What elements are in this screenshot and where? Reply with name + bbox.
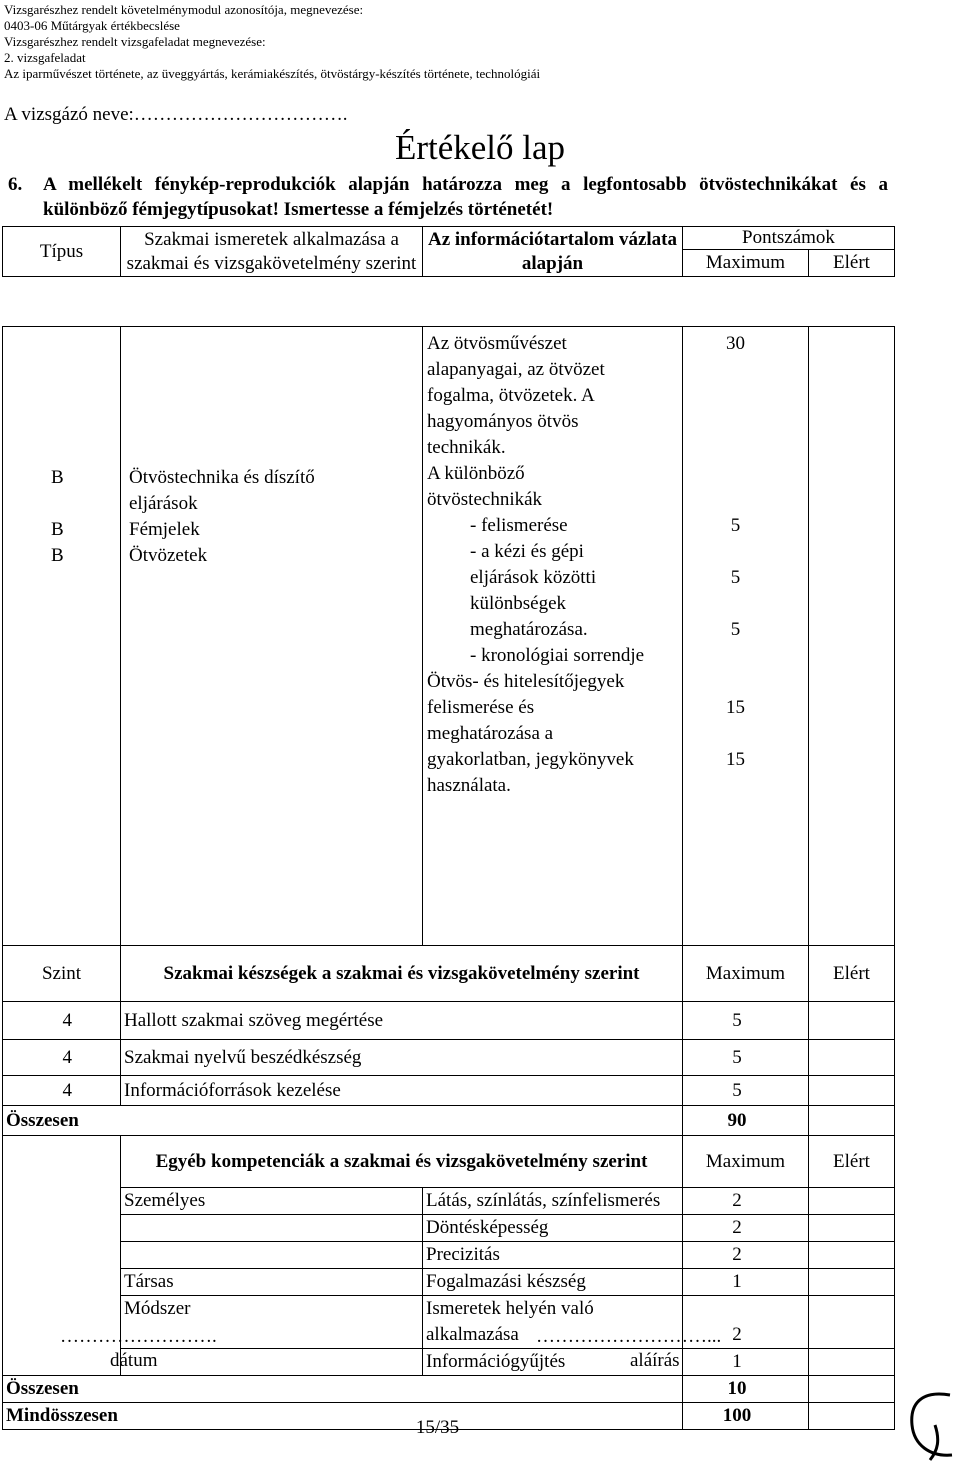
knowledge-item: Ötvöstechnika és díszítő eljárások <box>129 467 315 514</box>
competency-max: 2 <box>683 1242 809 1269</box>
competency-name: Látás, színlátás, színfelismerés <box>423 1188 683 1215</box>
skill-level: 4 <box>3 1040 121 1076</box>
signature-label: aláírás <box>630 1350 680 1371</box>
info-line: Ötvös- és hitelesítőjegyek <box>427 671 625 692</box>
grand-total-value: 100 <box>683 1403 809 1430</box>
info-line: - a kézi és gépi <box>470 541 584 562</box>
header-line: 2. vizsgafeladat <box>4 50 86 65</box>
competency-name: Precizitás <box>423 1242 683 1269</box>
header-line: Vizsgarészhez rendelt vizsgafeladat megnevezése: <box>4 34 266 49</box>
skill-name: Hallott szakmai szöveg megértése <box>121 1002 683 1040</box>
earned-cell[interactable] <box>809 1296 895 1349</box>
document-header <box>4 2 540 82</box>
competency-group <box>121 1242 423 1269</box>
info-line: felismerése és <box>427 697 535 718</box>
knowledge-names <box>121 327 423 946</box>
header-knowledge: Szakmai ismeretek alkalmazása a szakmai és vizsgakövetelmény szerint <box>121 227 423 277</box>
knowledge-max-values <box>683 327 809 946</box>
info-line: - felismerése <box>470 515 568 536</box>
competency-name: Információgyűjtés <box>423 1349 683 1376</box>
competency-group <box>121 1215 423 1242</box>
info-line: meghatározása. <box>470 619 588 640</box>
competency-group <box>121 1349 423 1376</box>
info-line: - kronológiai sorrendje <box>470 645 645 666</box>
type-b: B <box>51 545 64 566</box>
candidate-name-field: A vizsgázó neve:……………………………. <box>4 104 348 125</box>
knowledge-item: Ötvözetek <box>129 545 208 566</box>
type-b: B <box>51 519 64 540</box>
skills-earned-header: Elért <box>809 946 895 1002</box>
page-number: 15/35 <box>415 1417 460 1438</box>
type-column <box>3 327 121 946</box>
header-earned: Elért <box>809 250 895 277</box>
header-max: Maximum <box>683 250 809 277</box>
info-line: A különböző <box>427 463 525 484</box>
header-points: Pontszámok <box>683 227 895 250</box>
subtotal-value: 90 <box>683 1106 809 1136</box>
competency-name: Döntésképesség <box>423 1215 683 1242</box>
competency-group: Személyes <box>121 1188 423 1215</box>
max-value: 30 <box>726 333 745 354</box>
info-line: meghatározása a <box>427 723 554 744</box>
other-earned-header: Elért <box>809 1136 895 1188</box>
skills-header: Szakmai készségek a szakmai és vizsgakövetelmény szerint <box>121 946 683 1002</box>
skill-level: 4 <box>3 1002 121 1040</box>
competency-max: 2 <box>683 1188 809 1215</box>
earned-cell[interactable] <box>809 1215 895 1242</box>
max-value: 15 <box>726 697 745 718</box>
page-title: Értékelő lap <box>394 128 566 167</box>
subtotal-label: Összesen <box>3 1376 683 1403</box>
max-value: 15 <box>726 749 745 770</box>
other-header: Egyéb kompetenciák a szakmai és vizsgakövetelmény szerint <box>121 1136 683 1188</box>
competency-max: 1 <box>683 1349 809 1376</box>
info-line: ötvöstechnikák <box>427 489 543 510</box>
info-line: technikák. <box>427 437 506 458</box>
competency-group: Társas <box>121 1269 423 1296</box>
task-description <box>8 172 888 222</box>
grand-total-label: Mindösszesen <box>3 1403 683 1430</box>
skill-name: Szakmai nyelvű beszédkészség <box>121 1040 683 1076</box>
info-line: Az ötvösművészet <box>427 333 567 354</box>
skills-max-header: Maximum <box>683 946 809 1002</box>
corner-mark-icon <box>890 1385 960 1463</box>
competency-max: 2 <box>683 1215 809 1242</box>
blank-cell <box>3 1136 121 1188</box>
subtotal-value: 10 <box>683 1376 809 1403</box>
info-content <box>423 327 683 946</box>
header-line: Vizsgarészhez rendelt követelménymodul azonosítója, megnevezése: <box>4 2 364 17</box>
earned-cell[interactable] <box>809 327 895 946</box>
evaluation-table-wrapper <box>2 226 895 1430</box>
skill-max: 5 <box>683 1040 809 1076</box>
level-header: Szint <box>3 946 121 1002</box>
task-text: A mellékelt fénykép-reprodukciók alapján határozza meg a legfontosabb ötvöstechnikákat és a különböző fémjegytípusokat! Ismertesse a fémjelzés történetét! <box>43 174 888 220</box>
earned-cell[interactable] <box>809 1188 895 1215</box>
date-label: dátum <box>110 1350 158 1371</box>
subtotal-label: Összesen <box>3 1106 683 1136</box>
other-max-header: Maximum <box>683 1136 809 1188</box>
earned-cell[interactable] <box>809 1106 895 1136</box>
earned-cell[interactable] <box>809 1242 895 1269</box>
max-value: 5 <box>730 515 741 536</box>
earned-cell[interactable] <box>809 1269 895 1296</box>
info-line: hagyományos ötvös <box>427 411 579 432</box>
earned-cell[interactable] <box>809 1376 895 1403</box>
skill-level: 4 <box>3 1076 121 1106</box>
info-line: alapanyagai, az ötvözet <box>427 359 605 380</box>
type-b: B <box>51 467 64 488</box>
info-line: eljárások közötti <box>470 567 597 588</box>
header-type: Típus <box>3 227 121 277</box>
evaluation-table <box>2 226 895 1430</box>
info-line: használata. <box>427 775 511 796</box>
earned-cell[interactable] <box>809 1002 895 1040</box>
max-value: 5 <box>730 619 741 640</box>
earned-cell[interactable] <box>809 1076 895 1106</box>
competency-group: Módszer <box>121 1296 423 1349</box>
task-number: 6. <box>8 174 23 195</box>
skill-max: 5 <box>683 1076 809 1106</box>
signature-dots: ………………………... <box>536 1326 722 1347</box>
earned-cell[interactable] <box>809 1349 895 1376</box>
competency-max: 2 <box>683 1296 809 1349</box>
skill-name: Információforrások kezelése <box>121 1076 683 1106</box>
max-value: 5 <box>730 567 741 588</box>
info-line: fogalma, ötvözetek. A <box>427 385 595 406</box>
header-info: Az információtartalom vázlata alapján <box>423 227 683 277</box>
competency-name: Fogalmazási készség <box>423 1269 683 1296</box>
competency-max: 1 <box>683 1269 809 1296</box>
earned-cell[interactable] <box>809 1040 895 1076</box>
header-line: 0403-06 Műtárgyak értékbecslése <box>4 18 180 33</box>
knowledge-item: Fémjelek <box>129 519 200 540</box>
info-line: különbségek <box>470 593 567 614</box>
info-line: gyakorlatban, jegykönyvek <box>427 749 634 770</box>
competency-name: Ismeretek helyén való alkalmazása <box>423 1296 683 1349</box>
date-dots: ……………………. <box>60 1326 217 1347</box>
skill-max: 5 <box>683 1002 809 1040</box>
header-line: Az iparművészet története, az üveggyártás, kerámiakészítés, ötvöstárgy-készítés története, technológiái <box>4 66 541 81</box>
